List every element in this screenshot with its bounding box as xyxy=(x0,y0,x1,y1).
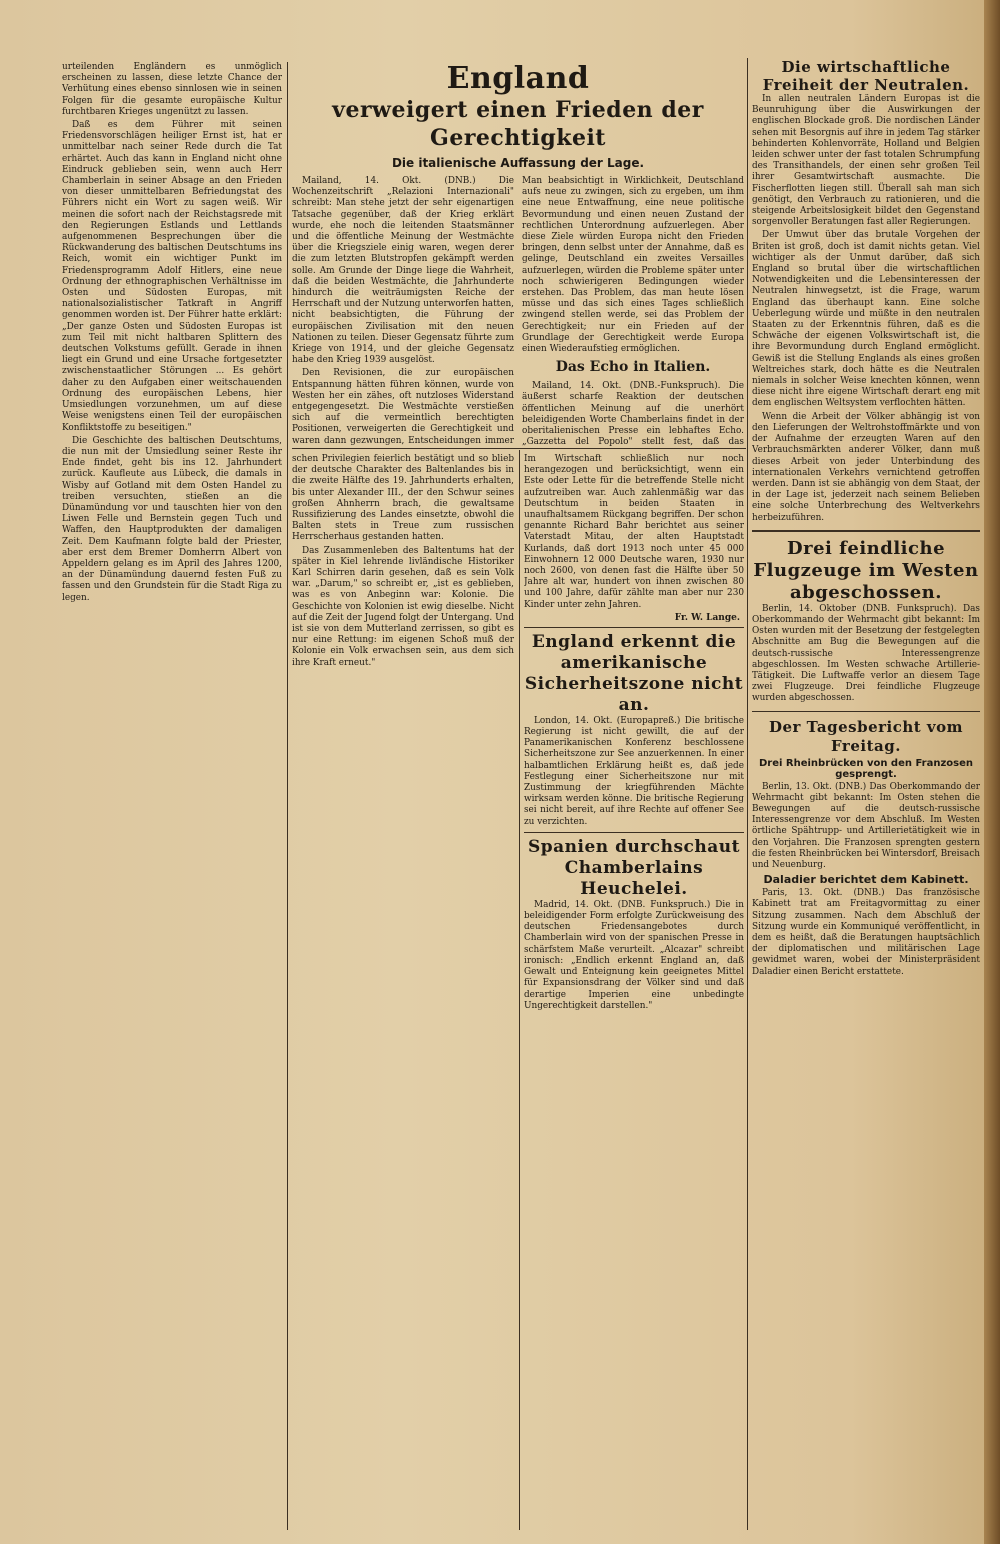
column-rule xyxy=(519,450,520,1530)
article-text: Man beabsichtigt in Wirklichkeit, Deutschland aufs neue zu zwingen, sich zu ergeben, um ihm eine neue Entwaffnung, eine neue politische Bevormundung und einen neuen Zustand der rechtlichen Unterordnung aufzuerlegen. Aber diese Ziele würden Europa nicht den Frieden bringen, denn selbst unter der Annahme, daß es gelinge, Deutschland ein zweites Versailles aufzuerlegen, würden die Probleme später unter noch schwierigeren Bedingungen wieder erstehen. Das Problem, das man heute lösen müsse und das sich eines Tages schließlich zwingend stellen werde, sei das Problem der Gerechtigkeit; nur ein Frieden auf der Grundlage der Gerechtigkeit werde Europa einen Wiederaufstieg ermöglichen. xyxy=(522,176,744,355)
article-text: schen Privilegien feierlich bestätigt und so blieb der deutsche Charakter des Baltenlandes bis in die zweite Hälfte des 19. Jahrhunderts erhalten, bis unter Alexander III., der den Schwur seines großen Ahnherrn brach, die gewaltsame Russifizierung des Landes einsetzte, obwohl die Balten stets in Treue zum russischen Herrscherhaus gestanden hatten. xyxy=(292,454,514,543)
headline-main: verweigert einen Frieden der Gerechtigkeit xyxy=(332,97,704,151)
left-column xyxy=(62,62,282,1532)
article-text: Das Zusammenleben des Baltentums hat der später in Kiel lehrende livländische Historiker Karl Schirren darin gesehen, daß es sein Volk war. „Darum," so schreibt er, „ist es geblieben, was es von Anbeginn war: Kolonie. Die Geschichte von Kolonien ist ewig dieselbe. Nicht auf die Zeit der Jugend folgt der Untergang. Und ist sie von dem Mutterland zerrissen, so gibt es nur eine Rettung: im eigenen Schoß muß der Kolonie ein Volk erwachsen sein, aus dem sich ihre Kraft erneut." xyxy=(292,545,514,668)
flugzeuge-headline: Drei feindliche Flugzeuge im Westen abgeschossen. xyxy=(753,537,979,603)
main-col-b xyxy=(522,176,744,447)
section-rule xyxy=(752,530,980,532)
wirtschaft-headline: Die wirtschaftliche Freiheit der Neutralen. xyxy=(762,58,970,94)
article-text: Mailand, 14. Okt. (DNB.) Die Wochenzeitschrift „Relazioni Internazionali" schreibt: Man stehe jetzt der sehr eigenartigen Tatsache gegenüber, daß der Krieg erklärt wurde, ehe noch die leitenden Staatsmänner und die öffentliche Meinung der Westmächte über die Kriegsziele einig waren, wegen derer die zum letzten Blutstropfen gekämpft werden solle. Am Grunde der Dinge liege die Wahrheit, daß die beiden Westmächte, die Jahrhunderte hindurch die weiträumigsten Reiche der Herrschaft und der Nutzung unterworfen hatten, nicht beabsichtigten, die Führung der europäischen Zivilisation mit den neuen Nationen zu teilen. Dieser Gegensatz führte zum Kriege von 1914, und der gleiche Gegensatz habe den Krieg 1939 ausgelöst. xyxy=(292,176,514,366)
middle-right-column xyxy=(524,454,744,1530)
article-text: Mailand, 14. Okt. (DNB.-Funkspruch). Die äußerst scharfe Reaktion der deutschen öffentlichen Meinung auf die unerhört beleidigenden Worte Chamberlains findet in der oberitalienischen Presse ein lebhaftes Echo. „Gazzetta del Popolo" stellt fest, daß das xyxy=(522,381,744,447)
daladier-headline: Daladier berichtet dem Kabinett. xyxy=(763,873,969,887)
author-signature: Fr. W. Lange. xyxy=(674,612,740,623)
echo-headline: Das Echo in Italien. xyxy=(555,359,711,376)
sicherheitszone-headline: England erkennt die amerikanische Sicherheitszone nicht an. xyxy=(524,631,744,715)
article-text: Paris, 13. Okt. (DNB.) Das französische Kabinett trat am Freitagvormittag zu einer Sitzung zusammen. Nach dem Abschluß der Sitzung wurde ein Kommuniqué veröffentlicht, in dem es heißt, daß die Beratungen hauptsächlich der diplomatischen und militärischen Lage gewidmet waren, wobei der Ministerpräsident Daladier einen Bericht erstattete. xyxy=(752,888,980,977)
section-rule xyxy=(752,711,980,712)
article-text: In allen neutralen Ländern Europas ist die Beunruhigung über die Auswirkungen der englischen Blockade groß. Die nordischen Länder sehen mit Besorgnis auf ihre in jedem Tag stärker behinderten Kohlenvorräte, Holland und Belgien leiden schwer unter der fast totalen Schrumpfung des Transithandels, der einen sehr großen Teil ihrer Gesamtwirtschaft ausmachte. Die Fischerflotten liegen still. Überall sah man sich genötigt, den Verbrauch zu rationieren, und die steigende Arbeitslosigkeit bildet den Gegenstand sorgenvoller Beratungen fast aller Regierungen. xyxy=(752,94,980,228)
column-rule xyxy=(287,62,288,1530)
spanien-headline: Spanien durchschaut Chamberlains Heuchelei. xyxy=(527,836,740,899)
article-text: Berlin, 14. Oktober (DNB. Funkspruch). Das Oberkommando der Wehrmacht gibt bekannt: Im Osten wurden mit der Besetzung der festgelegten Abschnitte am Bug die Bewegungen auf die deutsch-russische Interessengrenze abgeschlossen. Im Westen schwache Artillerie-Tätigkeit. Die Luftwaffe verlor an diesem Tage zwei Flugzeuge. Drei feindliche Flugzeuge wurden abgeschossen. xyxy=(752,603,980,704)
middle-left-column xyxy=(292,454,514,1530)
article-text: Die Geschichte des baltischen Deutschtums, die nun mit der Umsiedlung seiner Reste ihr Ende findet, geht bis ins 12. Jahrhundert zurück. Kaufleute aus Lübeck, die damals in Wisby auf Gotland mit dem Osten Handel zu treiben versuchten, stießen an die Dünamündung vor und tauschten hier von den Liwen Felle und Bernstein gegen Tuch und Waffen, den Hauptprodukten der damaligen Zeit. Dem Kaufmann folgte bald der Priester, aber erst dem Bremer Domherrn Albert von Appeldern gelang es im April des Jahres 1200, an der Dünamündung dauernd festen Fuß zu fassen und den Grundstein für die Stadt Riga zu legen. xyxy=(62,435,282,603)
article-text: Daß es dem Führer mit seinen Friedensvorschlägen heiliger Ernst ist, hat er unmittelbar nach seiner Rede durch die Tat erhärtet. Auch das kann in England nicht ohne Eindruck geblieben sein, wenn auch Herr Chamberlain in seiner Absage an den Frieden von dieser unmittelbaren Befriedungstat des Führers nicht ein Wort zu sagen weiß. Wir meinen die sofort nach der Reichstagsrede mit den Regierungen Estlands und Lettlands aufgenommenen Besprechungen über die Rückwanderung des baltischen Deutschtums ins Reich, womit ein wichtiger Punkt im Friedensprogramm Adolf Hitlers, eine neue Ordnung der ethnographischen Verhältnisse im Osten und Südosten Europas, mit nationalsozialistischer Tatkraft in Angriff genommen worden ist. Der Führer hatte erklärt: „Der ganze Osten und Südosten Europas ist zum Teil mit nicht haltbaren Splittern des deutschen Volkstums gefüllt. Gerade in ihnen liegt ein Grund und eine Ursache fortgesetzter zwischenstaatlicher Störungen ... Es gehört daher zu den Aufgaben einer weitschauenden Ordnung des europäischen Lebens, hier Umsiedlungen vorzunehmen, um auf diese Weise wenigstens einen Teil der europäischen Konfliktstoffe zu beseitigen." xyxy=(62,120,282,433)
main-col-a xyxy=(292,176,514,447)
headline-england: England xyxy=(446,62,590,96)
right-column xyxy=(752,58,980,1530)
page-edge-shadow xyxy=(984,0,1000,1544)
article-text: Den Revisionen, die zur europäischen Entspannung hätten führen können, wurde von Westen her ein zähes, oft nutzloses Widerstand entgegengesetzt. Die Westmächte verstießen sich auf die vermeintlich berechtigten Positionen, verweigerten die Gerechtigkeit und waren dann gezwungen, Entscheidungen immer xyxy=(292,368,514,446)
section-rule xyxy=(524,627,744,628)
article-text: Madrid, 14. Okt. (DNB. Funkspruch.) Die in beleidigender Form erfolgte Zurückweisung des deutschen Friedensangebotes durch Chamberlain wird von der spanischen Presse in schärfstem Maße verurteilt. „Alcazar" schreibt ironisch: „Endlich erkennt England an, daß Gewalt und Enteignung kein geeignetes Mittel für Expansionsdrang der Völker sind und daß derartige Imperien eine unbedingte Ungerechtigkeit darstellen." xyxy=(524,899,744,1011)
article-text: Im Wirtschaft schließlich nur noch herangezogen und berücksichtigt, wenn ein Este oder Lette für die betreffende Stelle nicht aufzutreiben war. Auch zahlenmäßig war das Deutschtum in beiden Staaten in unaufhaltsamem Rückgang begriffen. Der schon genannte Richard Bahr berichtet aus seiner Vaterstadt Mitau, der alten Hauptstadt Kurlands, daß dort 1913 noch unter 45 000 Einwohnern 12 000 Deutsche waren, 1930 nur noch 2600, von denen fast die Hälfte über 50 Jahre alt war, hundert von ihnen zwischen 80 und 100 Jahre, dafür zählte man aber nur 230 Kinder unter zehn Jahren. xyxy=(524,454,744,610)
main-article xyxy=(292,62,744,447)
article-text: urteilenden Engländern es unmöglich erscheinen zu lassen, diese letzte Chance der Verhütung eines ebenso sinnlosen wie in seinen Folgen für die gesamte europäische Kultur furchtbaren Krieges ungenützt zu lassen. xyxy=(62,62,282,117)
article-text: London, 14. Okt. (Europapreß.) Die britische Regierung ist nicht gewillt, die auf der Panamerikanischen Konferenz beschlossene Sicherheitszone zur See anzuerkennen. In einer halbamtlichen Erklärung heißt es, daß jede Festlegung einer Sicherheitszone nur mit Zustimmung der kriegführenden Mächte wirksam werden könne. Die britische Regierung sei nicht bereit, auf ihre Rechte auf offener See zu verzichten. xyxy=(524,715,744,827)
section-rule xyxy=(292,448,746,449)
article-text: Wenn die Arbeit der Völker abhängig ist von den Lieferungen der Weltrohstoffmärkte und von der Aufnahme der erzeugten Waren auf den Verbrauchsmärkten anderer Völker, dann muß dieses Arbeit von jeder Unterbindung des internationalen Verkehrs vernichtend getroffen werden. Dann ist sie abhängig von dem Staat, der in der Lage ist, jederzeit nach seinem Belieben eine solche Unterbrechung des Weltverkehrs herbeizuführen. xyxy=(752,411,980,523)
subheadline: Die italienische Auffassung der Lage. xyxy=(391,156,645,170)
column-rule xyxy=(747,58,748,1530)
article-text: Berlin, 13. Okt. (DNB.) Das Oberkommando der Wehrmacht gibt bekannt: Im Osten stehen die Bewegungen auf die deutsch-russische Interessengrenze vor dem Abschluß. Im Westen örtliche Spähtrupp- und Artillerietätigkeit wie in den Vorjahren. Die Franzosen sprengten gestern die festen Rheinbrücken bei Wintersdorf, Breisach und Neuenburg. xyxy=(752,781,980,870)
tagesbericht-subheadline: Drei Rheinbrücken von den Franzosen gesprengt. xyxy=(758,757,974,780)
section-rule xyxy=(524,832,744,833)
tagesbericht-headline: Der Tagesbericht vom Freitag. xyxy=(768,717,963,755)
article-text: Der Umwut über das brutale Vorgehen der Briten ist groß, doch ist damit nichts getan. Viel wichtiger als der Unmut darüber, daß sich England so brutal über die wirtschaftlichen Notwendigkeiten und die Lebensinteressen der Neutralen hinwegsetzt, ist die Frage, warum England das überhaupt kann. Eine solche Ueberlegung würde und müßte in den neutralen Staaten zu der Erkenntnis führen, daß es die Schwäche der eigenen Volkswirtschaft ist, die ihre Bevormundung durch England ermöglicht. Gewiß ist die Stellung Englands als eines großen Weltreiches stark, doch hätte es die Neutralen niemals in solcher Weise knechten können, wenn diese nicht ihre eigene Wirtschaft derart eng mit dem englischen Weltsystem verflochten hätten. xyxy=(752,230,980,409)
